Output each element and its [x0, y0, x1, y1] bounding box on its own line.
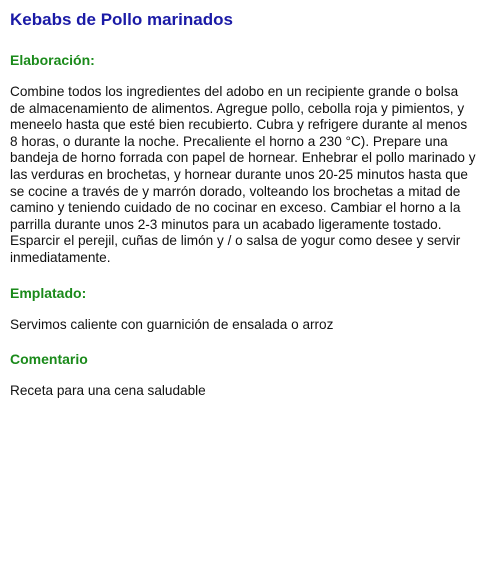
section-body-comentario: Receta para una cena saludable — [10, 383, 206, 399]
section-emplatado — [10, 285, 477, 334]
recipe-title: Kebabs de Pollo marinados — [10, 10, 233, 29]
section-body-emplatado: Servimos caliente con guarnición de ensalada o arroz — [10, 316, 334, 332]
section-heading-elaboracion: Elaboración: — [10, 52, 95, 68]
section-heading-comentario: Comentario — [10, 351, 88, 368]
section-heading-emplatado: Emplatado: — [10, 284, 87, 301]
section-body-elaboracion: Combine todos los ingredientes del adobo en un recipiente grande o bolsa de almacenamiento de alimentos. Agregue pollo, cebolla roja y pimientos, y meneelo hasta que esté bien recubierto. Cubra y refrigere durante al menos 8 horas, o durante la noche. Precaliente el horno a 230 °C). Prepare una bandeja de horno forrada con papel de hornear. Enhebrar el pollo marinado y las verduras en brochetas, y hornear durante unos 20-25 minutos hasta que se cocine a través de y marrón dorado, volteando los brochetas a mitad de camino y teniendo cuidado de no cocinar en exceso. Cambiar el horno a la parrilla durante unos 2-3 minutos para un acabado ligeramente tostado. Esparcir el perejil, cuñas de limón y / o salsa de yogur como desee y servir inmediatamente. — [10, 84, 476, 265]
section-elaboracion — [10, 52, 477, 267]
section-comentario — [10, 351, 477, 400]
